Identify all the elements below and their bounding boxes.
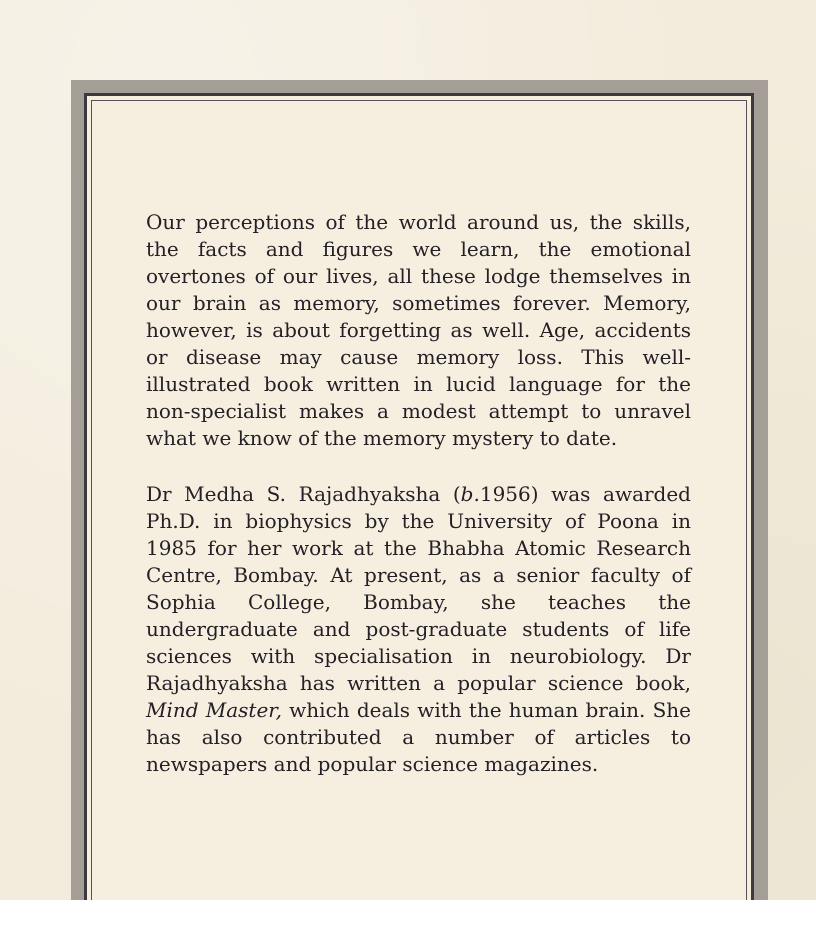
author-bio-text-2: 1956) was awarded Ph.D. in biophysics by the University of Poona in 1985 for her work at the Bhabha Atomic Research Centre, Bombay. At present, as a senior faculty of Sophia College, Bombay, she teaches the undergraduate and post-graduate students of life sciences with specialisation in neurobiology. Dr Rajadhyaksha has written a popular science book, xyxy=(146,482,691,695)
birth-abbrev: b. xyxy=(460,482,480,506)
author-bio-text-3: which deals with the human brain. She has also contributed a number of articles to newspapers and popular science magazines. xyxy=(146,698,691,776)
book-title-mind-master: Mind Master, xyxy=(146,698,282,722)
author-bio-paragraph xyxy=(146,481,691,778)
book-description-paragraph: Our perceptions of the world around us, the skills, the facts and figures we learn, the emotional overtones of our lives, all these lodge themselves in our brain as memory, sometimes forever. Memory, however, is about forgetting as well. Age, accidents or disease may cause memory loss. This well-illustrated book written in lucid language for the non-specialist makes a modest attempt to unravel what we know of the memory mystery to date. xyxy=(146,210,691,450)
author-bio-text-1: Dr Medha S. Rajadhyaksha ( xyxy=(146,482,461,506)
